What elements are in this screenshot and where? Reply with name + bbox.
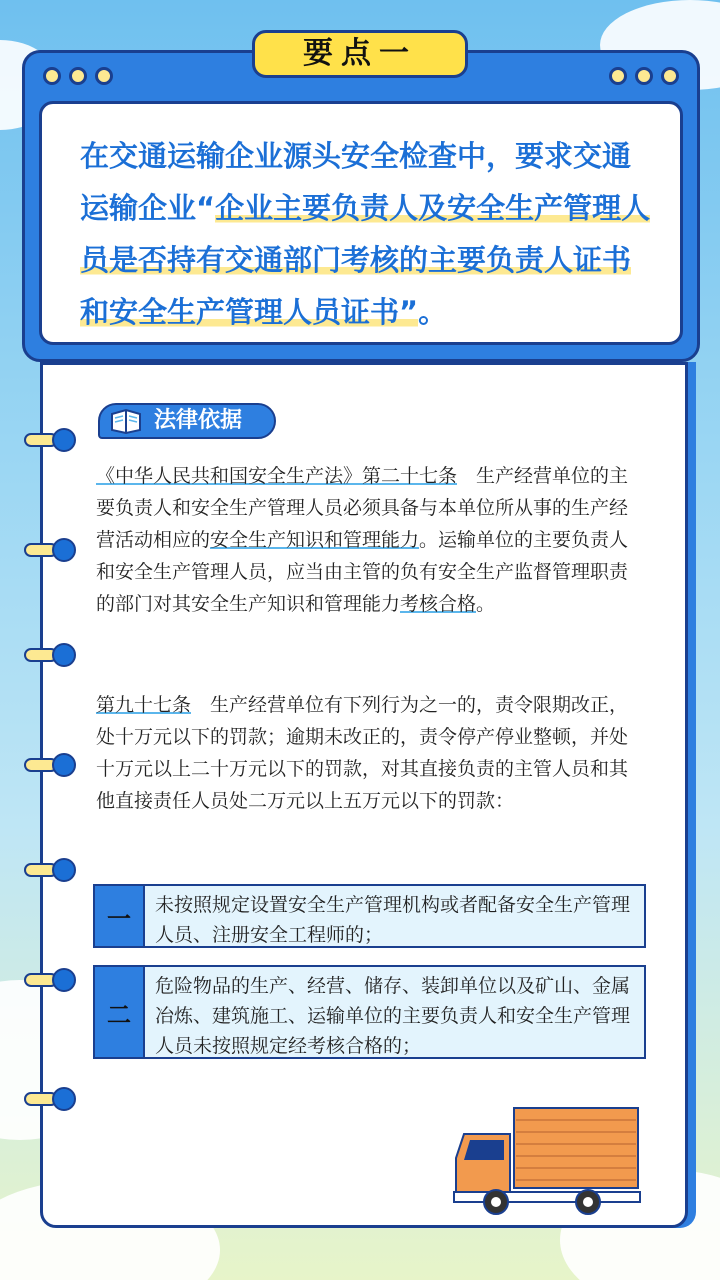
item-text: 危险物品的生产、经营、储存、装卸单位以及矿山、金属冶炼、建筑施工、运输单位的主要负责人和安全生产管理人员未按照规定经考核合格的；	[155, 975, 631, 1057]
article-27-underline: 考核合格	[400, 593, 477, 615]
penalty-item	[93, 884, 646, 948]
lead-text: 在交通运输企业源头安全检查中，要求交通运输企业“	[80, 139, 632, 225]
key-point-card	[22, 50, 700, 362]
book-icon	[110, 408, 144, 434]
item-number: 二	[95, 967, 145, 1057]
page-title: 要点一	[252, 30, 468, 78]
article-27-text: 。运输单位的主要负责人和安全生产管理人员，应当由主管的负有安全生产监督管理职责的部门对其安全生产知识和管理能力	[96, 529, 629, 615]
article-27-text: 。	[476, 593, 496, 615]
window-dots-left	[43, 67, 113, 85]
binder-ring	[24, 538, 76, 562]
key-point-panel	[39, 101, 683, 345]
binder-ring	[24, 1087, 76, 1111]
dot-decoration	[43, 67, 61, 85]
article-27-ref: 《中华人民共和国安全生产法》第二十七条	[96, 465, 458, 487]
dot-decoration	[95, 67, 113, 85]
binder-ring	[24, 858, 76, 882]
dot-decoration	[69, 67, 87, 85]
lead-highlight: 企业主要负责人及安全生产管理人员是否持有交通部门考核的主要负责人证书和安全生产管理人员证书”	[80, 191, 651, 329]
penalty-item	[93, 965, 646, 1059]
item-number: 一	[95, 886, 145, 946]
article-27-paragraph	[96, 460, 646, 620]
binder-ring	[24, 968, 76, 992]
article-97-ref: 第九十七条	[96, 694, 192, 716]
truck-illustration	[452, 1104, 642, 1216]
article-27-text: 生产经营单位的主要负责人和安全生产管理人员必须具备与本单位所从事的生产经营活动相应的	[96, 465, 629, 551]
dot-decoration	[635, 67, 653, 85]
binder-ring	[24, 428, 76, 452]
binder-ring	[24, 753, 76, 777]
window-dots-right	[609, 67, 679, 85]
binder-ring	[24, 643, 76, 667]
article-97-text: 生产经营单位有下列行为之一的，责令限期改正，处十万元以下的罚款；逾期未改正的，责令停产停业整顿，并处十万元以上二十万元以下的罚款，对其直接负责的主管人员和其他直接责任人员处二万元以上五万元以下的罚款：	[96, 694, 629, 812]
dot-decoration	[609, 67, 627, 85]
legal-basis-label: 法律依据	[154, 408, 243, 433]
dot-decoration	[661, 67, 679, 85]
key-point-text	[80, 130, 654, 338]
article-97-paragraph	[96, 689, 646, 817]
item-text: 未按照规定设置安全生产管理机构或者配备安全生产管理人员、注册安全工程师的；	[155, 894, 631, 946]
legal-basis-badge	[98, 403, 276, 439]
article-27-underline: 安全生产知识和管理能力	[210, 529, 420, 551]
lead-end: 。	[418, 295, 448, 329]
